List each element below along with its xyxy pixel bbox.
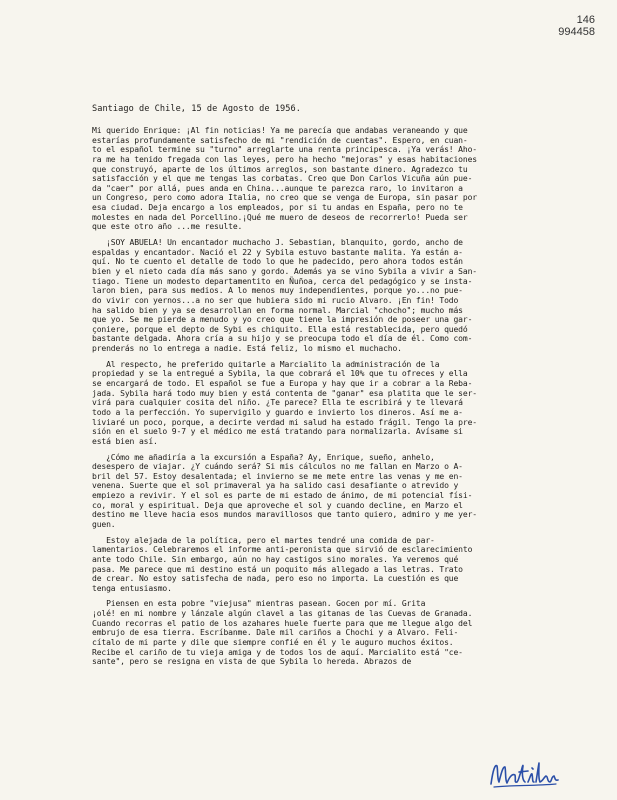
- text-line: liviaré un poco, porque, a decirte verdad mi salud ha estado frágil. Tengo la pre-: [92, 417, 477, 427]
- text-line: lamentarios. Celebraremos el informe anti-peronista que sirvió de esclarecimiento: [92, 545, 473, 555]
- text-line: pasa. Me parece que mi destino está un poquito más allegado a las letras. Trato: [92, 564, 463, 574]
- text-line: desespero de viajar. ¿Y cuándo será? Si mis cálculos no me fallan en Marzo o A-: [92, 462, 463, 472]
- paragraph: [92, 126, 612, 232]
- text-line: ra me ha tenido fregada con las leyes, pero ha hecho "mejoras" y esas habitaciones: [92, 154, 477, 164]
- text-line: que este otro año ...me resulte.: [92, 222, 243, 232]
- text-line: Recibe el cariño de tu vieja amiga y de todos los de aquí. Marcialito está "ce-: [92, 647, 463, 657]
- text-line: venena. Suerte que el sol primaveral ya ha salido casi desafiante o atrevido y: [92, 481, 459, 491]
- letter-body: [92, 126, 612, 667]
- text-line: empiezo a revivir. Y el sol es parte de mi estado de ánimo, de mi potencial físi-: [92, 491, 473, 501]
- text-line: da "caer" por allá, pues anda en China...aunque te parezca raro, lo invitaron a: [92, 183, 463, 193]
- paragraph: [92, 599, 612, 666]
- text-line: Mi querido Enrique: ¡Al fin noticias! Ya me parecía que andabas veraneando y que: [92, 126, 468, 135]
- text-line: laron bien, para sus medios. A lo menos muy independientes, porque yo...no pue-: [92, 286, 463, 296]
- paragraph: [92, 238, 612, 354]
- text-line: sante", pero se resigna en vista de que Sybila lo hereda. Abrazos de: [92, 657, 412, 667]
- text-line: espaldas y encantador. Nació el 22 y Sybila estuvo bastante malita. Ya están a-: [92, 247, 463, 257]
- text-line: quí. No te cuento el detalle de todo lo que he padecido, pero ahora todos están: [92, 257, 463, 267]
- text-line: sión en el suelo 9-7 y el médico me está tratando para normalizarla. Avísame si: [92, 427, 463, 437]
- text-line: de crear. No estoy satisfecha de nada, pero eso no importa. La cuestión es que: [92, 574, 459, 584]
- text-line: molestes en nada del Porcellino.¡Qué me muero de deseos de recorrerlo! Pueda ser: [92, 212, 468, 222]
- text-line: embrujo de esa tierra. Escríbanme. Dale mil cariños a Chochi y a Alvaro. Feli-: [92, 628, 459, 638]
- text-line: cítalo de mi parte y dile que siempre confié en él y le auguro muchos éxitos.: [92, 638, 454, 648]
- text-line: que construyó, aparte de los últimos arreglos, son bastante dinero. Agradezco tu: [92, 164, 468, 174]
- text-line: está bien así.: [92, 436, 158, 446]
- text-line: destino me lleve hacia esos mundos maravillosos que tanto quiero, admiro y me yer-: [92, 510, 477, 520]
- text-line: ¡SOY ABUELA! Un encantador muchacho J. Sebastian, blanquito, gordo, ancho de: [92, 238, 463, 248]
- text-line: satisfacción y el que me tengas las corbatas. Creo que Don Carlos Vicuña aún pue-: [92, 174, 473, 184]
- text-line: virá para cualquier cosita del niño. ¿Te parece? Ella te escribirá y te llevará: [92, 398, 463, 408]
- text-line: ante todo Chile. Sin embargo, aún no hay castigos sino morales. Ya veremos qué: [92, 554, 459, 564]
- text-line: Estoy alejada de la política, pero el martes tendré una comida de par-: [92, 535, 435, 545]
- text-line: ¿Cómo me añadiría a la excursión a España? Ay, Enrique, sueño, anhelo,: [92, 452, 435, 462]
- text-line: bril del 57. Estoy desalentada; el invierno se me mete entre las venas y me en-: [92, 471, 463, 481]
- text-line: bastante delgada. Ahora cría a su hijo y se preocupa todo el día de él. Como com-: [92, 334, 473, 344]
- text-line: ha salido bien y ya se desarrollan en forma normal. Marcial "chocho"; mucho más: [92, 305, 463, 315]
- text-line: Cuando recorras el patio de los azahares huele fuerte para que me llegue algo del: [92, 618, 473, 628]
- text-line: Al respecto, he preferido quitarle a Marcialito la administración de la: [92, 359, 440, 369]
- paragraph: [92, 536, 612, 594]
- text-line: esa ciudad. Deja encargo a los empleados, por si tu andas en España, pero no te: [92, 203, 463, 213]
- text-line: tiago. Tiene un modesto departamentito en Ñuñoa, cerca del pedagógico y se insta-: [92, 276, 473, 286]
- signature-scribble: [488, 758, 560, 790]
- text-line: jada. Sybila hará todo muy bien y está contenta de "ganar" esa platita que le ser-: [92, 388, 477, 398]
- text-line: to el español termine su "turno" arreglarte una renta principesca. ¡Ya verás! Aho-: [92, 145, 477, 155]
- text-line: guen.: [92, 519, 116, 529]
- text-line: do vivir con yernos...a no ser que hubiera sido mi rucio Alvaro. ¡En fin! Todo: [92, 295, 459, 305]
- text-line: Piensen en esta pobre "viejusa" mientras pasean. Gocen por mí. Grita: [92, 599, 426, 609]
- text-line: ¡olé! en mi nombre y lánzale algún clavel a las gitanas de las Cuevas de Granada.: [92, 609, 473, 619]
- paragraph: [92, 360, 612, 447]
- text-line: estarías profundamente satisfecho de mi "rendición de cuentas". Espero, en cuan-: [92, 135, 468, 145]
- text-line: çoniere, porque el depto de Sybi es chiquito. Ella está restablecida, pero quedó: [92, 324, 468, 334]
- text-line: un Congreso, pero como adora Italia, no creo que se venga de Europa, sin pasar por: [92, 193, 477, 203]
- text-line: co, moral y espiritual. Deja que aproveche el sol y cuando decline, en Marzo el: [92, 500, 463, 510]
- paragraph: [92, 453, 612, 530]
- text-line: prenderás no lo entrega a nadie. Está feliz, lo mismo el muchacho.: [92, 344, 402, 354]
- text-line: todo a la perfección. Yo supervigilo y guardo e invierto los dineros. Así me a-: [92, 407, 463, 417]
- handwritten-signature: [488, 758, 560, 790]
- archive-number-top: 146: [576, 14, 595, 26]
- letter-dateline: Santiago de Chile, 15 de Agosto de 1956.: [92, 104, 301, 114]
- text-line: se encargará de todo. El español se fue a Europa y hay que ir a cobrar a la Reba-: [92, 379, 473, 389]
- text-line: propiedad y se la entregué a Sybila, la que cobrará el 10% que tu ofreces y ella: [92, 369, 468, 379]
- text-line: bien y el nieto cada día más sano y gordo. Además ya se vino Sybila a vivir a San-: [92, 266, 477, 276]
- archive-number-bottom: 994458: [558, 26, 595, 38]
- text-line: tenga entusiasmo.: [92, 583, 172, 593]
- archive-reference: [515, 14, 595, 38]
- text-line: que yo. Se me pierde a menudo y yo creo que tiene la impresión de poseer una gar-: [92, 315, 473, 325]
